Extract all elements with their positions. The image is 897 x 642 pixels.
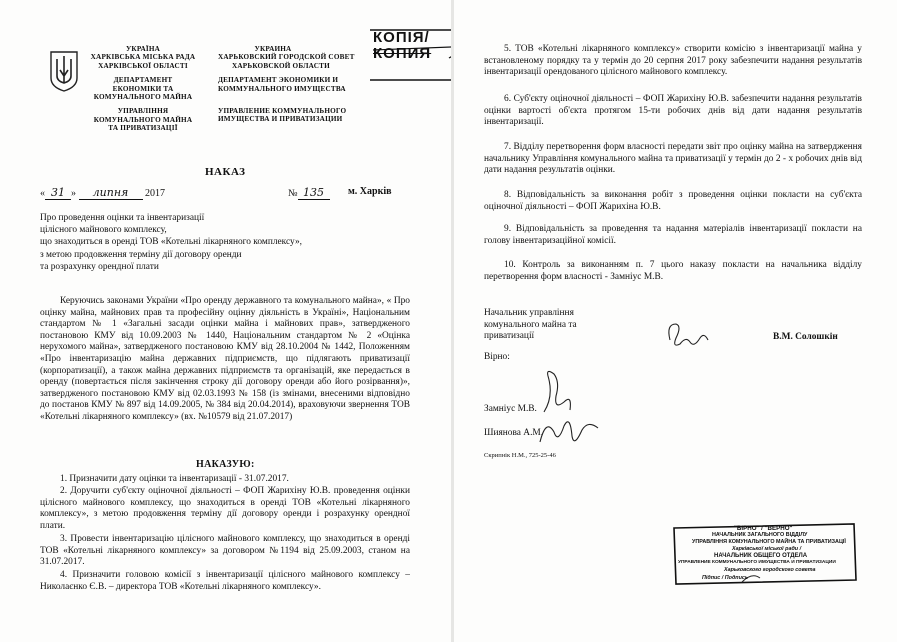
order-item-8: 8. Відповідальність за виконання робіт з проведення оцінки покласти на суб'єкта оціночної діяльності – ФОП Жарихіна Ю.В. bbox=[484, 190, 862, 212]
header-ua-line: ЕКОНОМІКИ ТА bbox=[112, 84, 174, 93]
executor-note: Скрипнік Н.М., 725-25-46 bbox=[484, 452, 556, 459]
header-ua-line: КОМУНАЛЬНОГО МАЙНА bbox=[93, 93, 193, 102]
header-ru-line: КОММУНАЛЬНОГО ИМУЩЕСТВА bbox=[218, 84, 346, 93]
date-month: липня bbox=[79, 186, 143, 200]
header-ua-line: УКРАЇНА bbox=[125, 45, 161, 53]
order-item-7: 7. Відділу перетворення форм власності передати звіт про оцінку майна на затвердження начальнику Управління комунального майна та приватизації у термін до 2 - х робочих днів від дати надання результатів оцінки. bbox=[484, 142, 862, 176]
certification-stamp bbox=[672, 522, 858, 586]
header-ua-line: КОМУНАЛЬНОГО МАЙНА bbox=[93, 115, 193, 124]
verifier1-name: Замніус М.В. bbox=[484, 404, 537, 414]
order-item-3: 3. Провести інвентаризацію цілісного майнового комплексу, що знаходиться в оренді ТОВ «Котельні лікарняного комплексу» за договором №1194 від 25.09.2003, станом на 31.07.2017. bbox=[40, 534, 410, 568]
order-item-10: 10. Контроль за виконанням п. 7 цього наказу покласти на начальника відділу перетворення форм власності - Замніус М.В. bbox=[484, 260, 862, 282]
header-ru-line: ХАРЬКОВСКОЙ ОБЛАСТИ bbox=[232, 61, 330, 70]
subject-line: що знаходиться в оренді ТОВ «Котельні лікарняного комплексу», bbox=[40, 237, 302, 248]
subject-line: цілісного майнового комплексу, bbox=[40, 225, 167, 236]
order-item-9: 9. Відповідальність за проведення та надання матеріалів інвентаризації покласти на голову інвентаризаційної комісії. bbox=[484, 224, 862, 246]
stamp-line: НАЧАЛЬНИК ЗАГАЛЬНОГО ВІДДІЛУ bbox=[712, 532, 808, 538]
verifier2-signature bbox=[536, 412, 602, 452]
preamble-paragraph: Керуючись законами України «Про оренду державного та комунального майна», « Про оцінку майна, майнових прав та професійну оцінну діяльність в Україні», Національним стандартом № 1 «Загальні засади оцінки майна і майнових прав», затвердженого постановою КМУ від 10.09.2003 № 1440, Національним стандартом № 2 «Оцінка нерухомого майна», затвердженого постановою КМУ від 28.10.2004 № 1442, Положенням «Про інвентаризацію майна державних підприємств, що підлягають приватизації (корпоратизації), а також майна державних підприємств та організацій, яке передається в оренду (повертається після закінчення строку дії договору оренди або його розірвання)», затвердженого постановою КМУ від 02.03.1993 № 158 (із змінами, внесеними відповідно до постанов КМУ № 897 від 14.09.2005, № 384 від 20.04.2014), враховуючи звернення ТОВ «Котельні лікарняного комплексу» (вх. №10579 від 21.07.2017) bbox=[40, 296, 410, 422]
verifier1-signature bbox=[534, 366, 580, 416]
verifier2-name: Шиянова А.М. bbox=[484, 428, 544, 438]
stamp-line: Харківської міської ради / bbox=[732, 546, 802, 552]
director-signature bbox=[664, 318, 712, 354]
copy-stamp-ru: КОПИЯ bbox=[373, 45, 432, 62]
signer-title-line: приватизації bbox=[484, 331, 535, 342]
header-ru-line: УКРАИНА bbox=[254, 45, 292, 53]
document-title: НАКАЗ bbox=[205, 166, 246, 178]
stamp-line: Харьковского городского совета bbox=[724, 567, 816, 573]
header-ru-line: ИМУЩЕСТВА И ПРИВАТИЗАЦИИ bbox=[218, 115, 343, 124]
header-ua-line: ХАРКІВСЬКОЇ ОБЛАСТІ bbox=[98, 61, 188, 70]
subject-line: Про проведення оцінки та інвентаризації bbox=[40, 213, 205, 223]
header-ua-line: ДЕПАРТАМЕНТ bbox=[113, 76, 173, 85]
signer-name: В.М. Солошкін bbox=[773, 332, 838, 342]
date-day: 31 bbox=[45, 186, 71, 200]
coat-of-arms-icon bbox=[48, 50, 80, 92]
nakazuyu-heading: НАКАЗУЮ: bbox=[196, 459, 255, 470]
verno-label: Вірно: bbox=[484, 352, 510, 362]
header-ua-line: ХАРКІВСЬКА МІСЬКА РАДА bbox=[90, 53, 196, 62]
order-number-value: 135 bbox=[298, 186, 330, 200]
order-item-2: 2. Доручити суб'єкту оціночної діяльності – ФОП Жарихіну Ю.В. проведення оцінки цілісного майнового комплексу, що знаходиться в оренді ТОВ «Котельні лікарняного комплексу», з метою продовження терміну дії договору оренди і розрахунку орендної плати. bbox=[40, 486, 410, 531]
signer-title bbox=[484, 308, 577, 343]
order-item-4: 4. Призначити головою комісії з інвентаризації цілісного майнового комплексу – Николаєнко Є.В. – директора ТОВ «Котельні лікарняного комплексу». bbox=[40, 570, 410, 592]
copy-stamp-ua: КОПІЯ/ bbox=[373, 29, 430, 46]
city: м. Харків bbox=[348, 186, 392, 197]
stamp-line: "ВІРНО" / "ВЕРНО" bbox=[734, 525, 793, 532]
date-year: 2017 bbox=[145, 188, 165, 199]
stamp-line: НАЧАЛЬНИК ОБЩЕГО ОТДЕЛА bbox=[714, 553, 808, 559]
order-item-6: 6. Суб'єкту оціночної діяльності – ФОП Жарихіну Ю.В. забезпечити надання результатів оцінки вартості об'єкта протягом 15-ти робочих днів від дати надання результатів інвентаризації. bbox=[484, 94, 862, 128]
number-sign: № bbox=[288, 188, 298, 199]
header-ua-line: ТА ПРИВАТИЗАЦІЇ bbox=[108, 124, 178, 133]
header-ru-line: ХАРЬКОВСКИЙ ГОРОДСКОЙ СОВЕТ bbox=[218, 53, 355, 62]
date-quote-close: » bbox=[71, 188, 76, 199]
signer-title-line: Начальник управління bbox=[484, 308, 574, 318]
order-number bbox=[288, 186, 330, 200]
subject-line: з метою продовження терміну дії договору оренди bbox=[40, 249, 242, 260]
stamp-line: Підпис / Подпись bbox=[702, 575, 749, 581]
order-date bbox=[40, 186, 165, 200]
stamp-line: УПРАВЛІННЯ КОМУНАЛЬНОГО МАЙНА ТА ПРИВАТИЗАЦІЇ bbox=[692, 539, 846, 545]
order-subject bbox=[40, 212, 302, 273]
header-ua-line: УПРАВЛІННЯ bbox=[117, 107, 169, 116]
date-quote-open: « bbox=[40, 188, 45, 199]
subject-line: та розрахунку орендної плати bbox=[40, 261, 159, 272]
order-item-5: 5. ТОВ «Котельні лікарняного комплексу» створити комісію з інвентаризації майна у встановленому порядку та у термін до 20 серпня 2017 року забезпечити надання результатів інвентаризації орендованого цілісного майнового комплексу. bbox=[484, 44, 862, 78]
header-russian bbox=[218, 45, 364, 124]
stamp-line: УПРАВЛЕНИЕ КОММУНАЛЬНОГО ИМУЩЕСТВА И ПРИВАТИЗАЦИИ bbox=[678, 560, 836, 565]
header-ru-line: ДЕПАРТАМЕНТ ЭКОНОМИКИ И bbox=[218, 76, 339, 85]
header-ukrainian bbox=[88, 45, 198, 133]
order-item-1: 1. Призначити дату оцінки та інвентаризації - 31.07.2017. bbox=[60, 474, 289, 484]
signer-title-line: комунального майна та bbox=[484, 319, 577, 330]
header-ru-line: УПРАВЛЕНИЕ КОММУНАЛЬНОГО bbox=[218, 107, 347, 116]
